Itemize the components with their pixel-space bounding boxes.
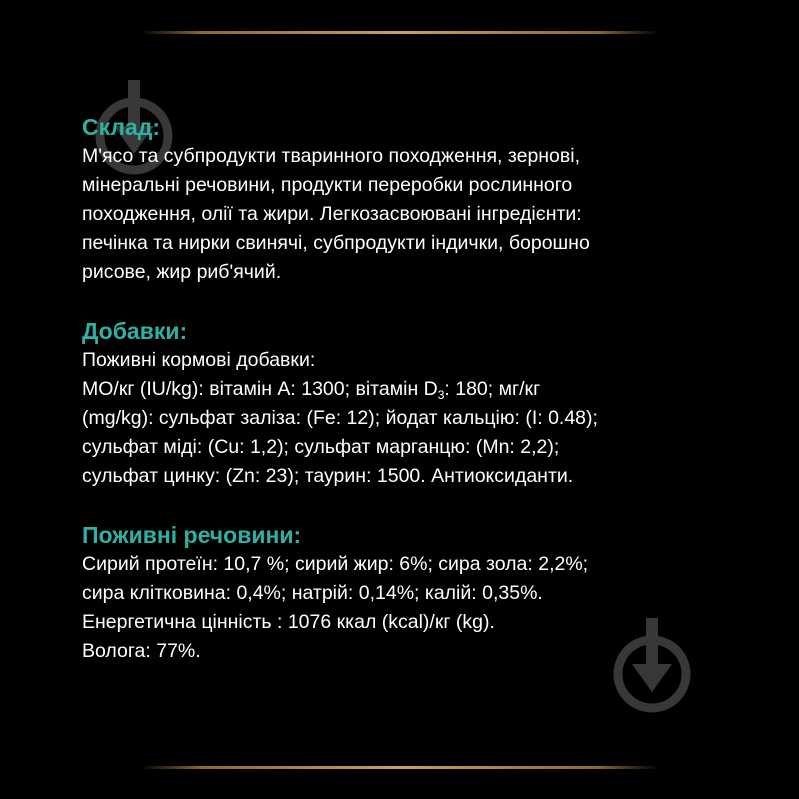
additives-line-part: : 180; мг/кг (444, 378, 541, 400)
bottom-gold-divider (140, 766, 659, 769)
additives-line: сульфат міді: (Cu: 1,2); сульфат марганцю: (Mn: 2,2); (82, 436, 560, 458)
nutrients-heading: Поживні речовини: (82, 522, 302, 548)
composition-line: рисове, жир риб'ячий. (82, 261, 282, 283)
nutrients-section (82, 521, 742, 666)
nutrients-line: Енергетична цінність : 1076 ккал (kcal)/кг (kg). (82, 611, 495, 633)
nutrients-line: Волога: 77%. (82, 640, 201, 662)
top-gold-divider (140, 31, 659, 34)
additives-line (82, 375, 742, 404)
composition-line: печінка та нирки свинячі, субпродукти індички, борошно (82, 232, 590, 254)
additives-heading: Добавки: (82, 318, 188, 344)
nutrients-text (82, 550, 742, 666)
additives-line-part: МО/кг (IU/kg): вітамін А: 1300; вітамін D (82, 378, 438, 400)
composition-line: М'ясо та субпродукти тваринного походження, зернові, (82, 145, 581, 167)
additives-line: (mg/kg): сульфат заліза: (Fe: 12); йодат кальцію: (I: 0.48); (82, 407, 598, 429)
vitamin-d3-subscript: 3 (437, 388, 445, 402)
additives-line: Поживні кормові добавки: (82, 349, 316, 371)
composition-line: мінеральні речовини, продукти переробки рослинного (82, 174, 573, 196)
composition-line: походження, олії та жири. Легкозасвоювані інгредієнти: (82, 203, 582, 225)
additives-section (82, 317, 742, 491)
composition-section (82, 113, 742, 287)
composition-heading: Склад: (82, 114, 161, 140)
additives-line: сульфат цинку: (Zn: 23); таурин: 1500. Антиоксиданти. (82, 465, 574, 487)
additives-text (82, 346, 742, 491)
label-text-block (82, 113, 742, 666)
composition-text (82, 142, 742, 287)
nutrients-line: Сирий протеїн: 10,7 %; сирий жир: 6%; сира зола: 2,2%; (82, 553, 589, 575)
nutrients-line: сира клітковина: 0,4%; натрій: 0,14%; калій: 0,35%. (82, 582, 543, 604)
